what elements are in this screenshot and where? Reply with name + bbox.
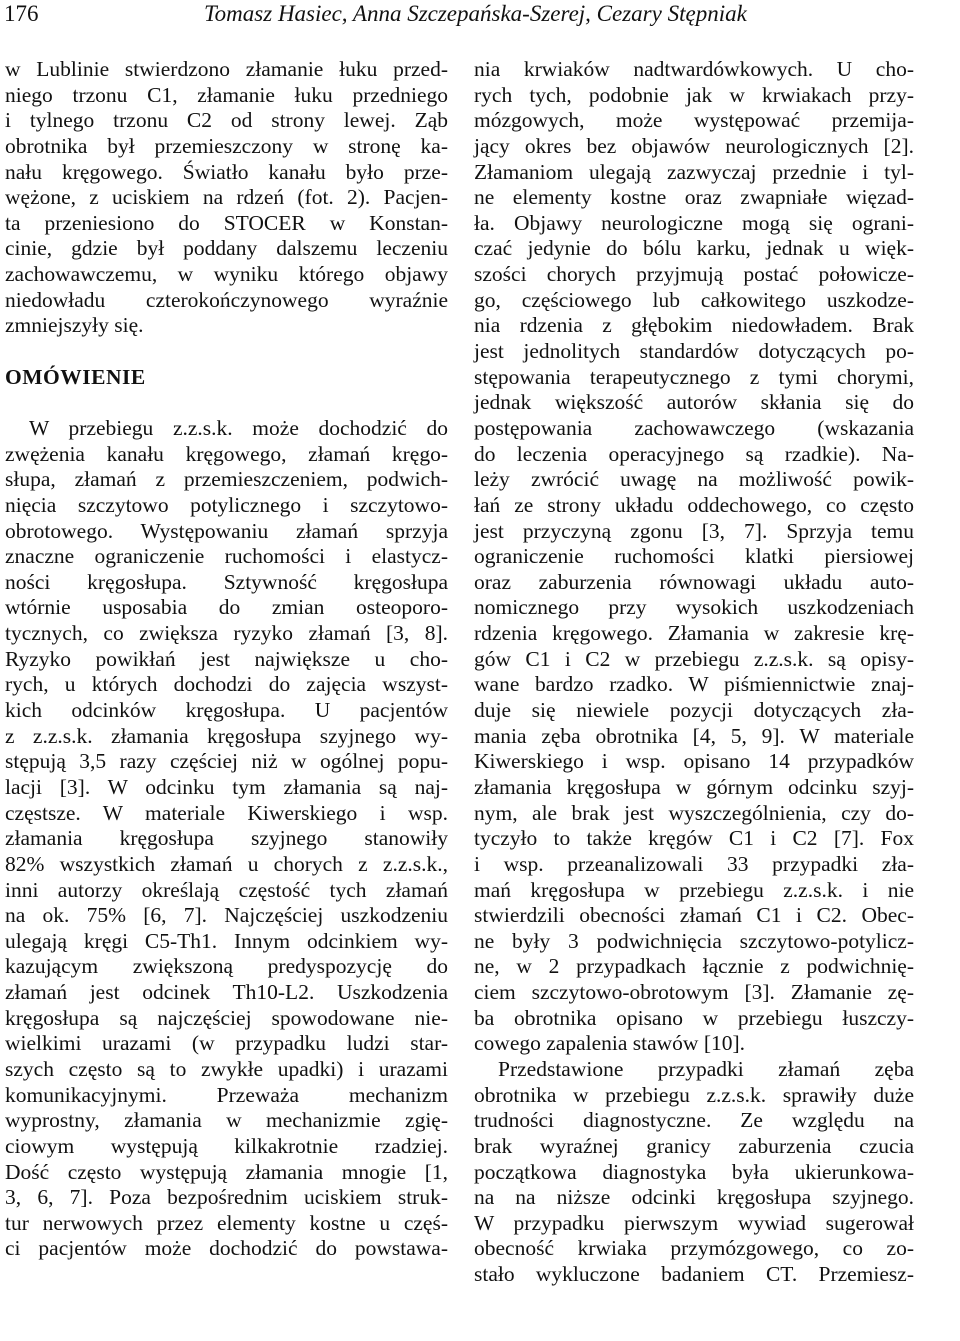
text-line: ne były 3 podwichnięcia szczytowo-potylicz- <box>474 928 914 953</box>
text-line: szych często są to zwykłe upadki) i urazami <box>5 1056 448 1081</box>
text-line: wyprostny, złamania w mechanizmie zgię- <box>5 1108 448 1133</box>
text-line: rych, u których dochodzi do zajęcia wszyst- <box>5 672 448 697</box>
text-line: stępują 3,5 razy częściej niż w ogólnej popu- <box>5 749 448 774</box>
text-line: obrotnika w przebiegu z.z.s.k. sprawiły duże <box>474 1082 914 1107</box>
text-line: słupa, złamań z przemieszczeniem, podwich- <box>5 467 448 492</box>
discussion-paragraph-continued <box>474 57 914 1057</box>
text-line: wtórnie usposabia do zmian osteoporo- <box>5 595 448 620</box>
text-line: do leczenia operacyjnego są rzadkie). Na- <box>474 441 914 466</box>
text-line: W przebiegu z.z.s.k. może dochodzić do <box>29 415 448 440</box>
text-line: jest jednolitych standardów dotyczących po- <box>474 339 914 364</box>
text-line: z z.z.s.k. złamania kręgosłupa szyjnego wy- <box>5 723 448 748</box>
text-line: ła. Objawy neurologiczne mogą się ograni- <box>474 210 914 235</box>
text-line: zwężenia kanału kręgowego, złamań kręgo- <box>5 441 448 466</box>
page-number: 176 <box>4 1 39 26</box>
text-line: ne elementy kostne oraz zwapniałe więzad- <box>474 185 914 210</box>
text-line: na ok. 75% [6, 7]. Najczęściej uszkodzeniu <box>5 903 448 928</box>
text-line: postępowania zachowawczego (wskazania <box>474 415 914 440</box>
text-line: Dość często występują złamania mnogie [1, <box>5 1159 448 1184</box>
text-line: wężone, z uciskiem na rdzeń (fot. 2). Pacjen- <box>5 185 448 210</box>
text-line: Ryzyko powikłań jest największe u cho- <box>5 646 448 671</box>
text-line: stwierdzili obecności złamań C1 i C2. Obec- <box>474 903 914 928</box>
text-line: Kiwerskiego i wsp. opisano 14 przypadków <box>474 749 914 774</box>
page-header <box>4 0 954 36</box>
text-line: obrotnika był przemieszczony w stronę ka- <box>5 133 448 158</box>
text-line: i wsp. przeanalizowali 33 przypadki zła- <box>474 851 914 876</box>
conclusion-paragraph <box>474 1057 914 1288</box>
text-line: rych tych, podobnie jak w krwiakach przy- <box>474 82 914 107</box>
text-line: inni autorzy określają częstość tych złamań <box>5 877 448 902</box>
text-line: lacji [3]. W odcinku tym złamania są naj- <box>5 774 448 799</box>
text-line: w Lublinie stwierdzono złamanie łuku przed- <box>5 57 448 81</box>
text-line: tur nerwowych przez elementy kostne u częś- <box>5 1210 448 1235</box>
right-column <box>474 57 914 1288</box>
text-line: początkowa diagnostyka była ukierunkowa- <box>474 1159 914 1184</box>
text-line: mózgowych, może występować przemija- <box>474 108 914 133</box>
text-line: cowego zapalenia stawów [10]. <box>474 1031 746 1056</box>
text-line: wane bardzo rzadko. W piśmiennictwie znaj- <box>474 672 914 697</box>
text-line: częstsze. W materiale Kiwerskiego i wsp. <box>5 800 448 825</box>
text-line: niego trzonu C1, złamanie łuku przedniego <box>5 82 448 107</box>
text-line: ciowym występują kilkakrotnie rzadziej. <box>5 1133 448 1158</box>
text-line: ci pacjentów może dochodzić do powstawa- <box>5 1236 448 1261</box>
text-line: Przedstawione przypadki złamań zęba <box>498 1056 914 1081</box>
text-line: oraz zaburzenia równowagi układu auto- <box>474 569 914 594</box>
text-line: komunikacyjnymi. Przeważa mechanizm <box>5 1082 448 1107</box>
text-line: obrotowego. Występowaniu złamań sprzyja <box>5 518 448 543</box>
text-line: go, częściowego lub całkowitego uszkodze- <box>474 287 914 312</box>
text-line: łań ze strony układu oddechowego, co często <box>474 492 914 517</box>
text-line: obecność krwiaka przymózgowego, co zo- <box>474 1236 914 1261</box>
text-line: ta przeniesiono do STOCER w Konstan- <box>5 210 448 235</box>
text-line: gów C1 i C2 w przebiegu z.z.s.k. są opisy- <box>474 646 914 671</box>
text-line: niedowładu czterokończynowego wyraźnie <box>5 287 448 312</box>
text-line: czać jedynie do bólu karku, jednak u więk- <box>474 236 914 261</box>
text-line: W przypadku pierwszym wywiad sugerował <box>474 1210 914 1235</box>
text-line: brak wyraźnej granicy zaburzenia czucia <box>474 1133 914 1158</box>
text-line: nia rdzenia z głębokim niedowładem. Brak <box>474 313 914 338</box>
text-line: rdzenia kręgowego. Złamania w zakresie krę- <box>474 621 914 646</box>
text-line: złamań jest odcinek Th10-L2. Uszkodzenia <box>5 980 448 1005</box>
text-line: nięcia szczytowo potylicznego i szczytowo- <box>5 492 448 517</box>
text-line: znaczne ograniczenie ruchomości i elastycz- <box>5 544 448 569</box>
section-heading-discussion: OMÓWIENIE <box>5 364 146 389</box>
text-line: nału kręgowego. Światło kanału było prze- <box>5 159 448 184</box>
discussion-paragraph <box>5 416 448 1262</box>
text-line: zachowawczemu, w wyniku którego objawy <box>5 262 448 287</box>
case-paragraph-end <box>5 57 448 339</box>
text-line: stało wykluczone badaniem CT. Przemiesz- <box>474 1262 914 1287</box>
text-line: duje się niewiele pozycji dotyczących zła- <box>474 698 914 723</box>
text-line: trudności diagnostyczne. Ze względu na <box>474 1108 914 1133</box>
text-line: i tylnego trzonu C2 od strony lewej. Ząb <box>5 108 448 133</box>
text-line: na na niższe odcinki kręgosłupa szyjnego. <box>474 1185 914 1210</box>
text-line: nym, ale brak jest wyszczególnienia, czy do- <box>474 800 914 825</box>
text-line: jący okres bez objawów neurologicznych [2]. <box>474 133 914 158</box>
text-line: szości chorych przyjmują postać połowicze- <box>474 262 914 287</box>
text-line: 82% wszystkich złamań u chorych z z.z.s.k., <box>5 851 448 876</box>
text-line: kręgosłupa są najczęściej spowodowane nie- <box>5 1005 448 1030</box>
text-line: mań kręgosłupa w przebiegu z.z.s.k. i nie <box>474 877 914 902</box>
text-line: tycznych, co zwiększa ryzyko złamań [3, 8]. <box>5 621 448 646</box>
text-line: nomicznego przy wysokich uszkodzeniach <box>474 595 914 620</box>
text-line: złamania kręgosłupa szyjnego stanowiły <box>5 826 448 851</box>
text-line: ograniczenie ruchomości klatki piersiowej <box>474 544 914 569</box>
running-head-authors: Tomasz Hasiec, Anna Szczepańska-Szerej, Cezary Stępniak <box>204 1 747 26</box>
text-line: ba obrotnika opisano w przebiegu łuszczy- <box>474 1005 914 1030</box>
text-line: cinie, gdzie był poddany dalszemu leczeniu <box>5 236 448 261</box>
text-line: tyczyło to także kręgów C1 i C2 [7]. Fox <box>474 826 914 851</box>
text-line: kich odcinków kręgosłupa. U pacjentów <box>5 698 448 723</box>
text-line: ności kręgosłupa. Sztywność kręgosłupa <box>5 569 448 594</box>
text-line: kazującym zwiększoną predyspozycję do <box>5 954 448 979</box>
text-line: jednak większość autorów skłania się do <box>474 390 914 415</box>
text-line: 3, 6, 7]. Poza bezpośrednim uciskiem struk- <box>5 1185 448 1210</box>
text-line: wielkimi urazami (w przypadku ludzi star- <box>5 1031 448 1056</box>
text-line: ulegają kręgi C5-Th1. Innym odcinkiem wy- <box>5 928 448 953</box>
text-line: zmniejszyły się. <box>5 313 144 338</box>
left-column <box>5 57 448 1262</box>
text-line: złamania kręgosłupa w górnym odcinku szyj- <box>474 774 914 799</box>
text-line: leży zwrócić uwagę na możliwość powik- <box>474 467 914 492</box>
text-line: Złamaniom ulegają zazwyczaj przednie i tyl- <box>474 159 914 184</box>
text-line: nia krwiaków nadtwardówkowych. U cho- <box>474 57 914 81</box>
text-line: ne, w 2 przypadkach łącznie z podwichnię- <box>474 954 914 979</box>
text-line: stępowania terapeutycznego z tymi chorymi, <box>474 364 914 389</box>
text-line: jest przyczyną zgonu [3, 7]. Sprzyja temu <box>474 518 914 543</box>
text-line: mania zęba obrotnika [4, 5, 9]. W materiale <box>474 723 914 748</box>
text-line: ciem szczytowo-obrotowym [3]. Złamanie zę- <box>474 980 914 1005</box>
